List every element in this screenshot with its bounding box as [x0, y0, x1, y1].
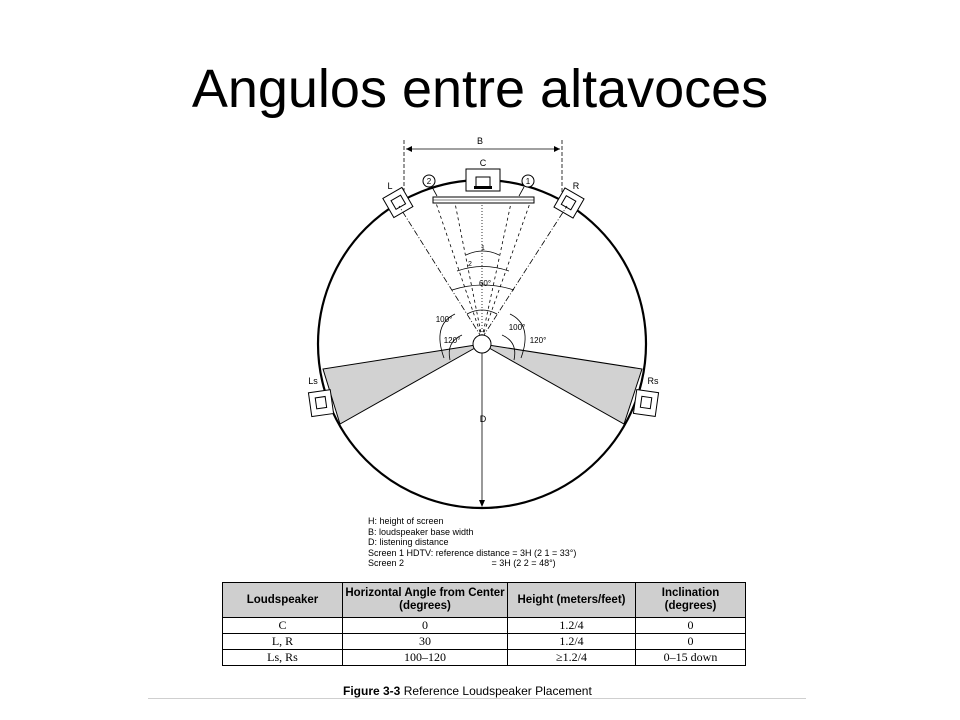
label-R: R	[572, 181, 580, 191]
table-header-row	[223, 583, 746, 618]
table-cell: 1.2/4	[508, 634, 636, 650]
label-angle-120-right: 120°	[529, 336, 547, 345]
label-Rs: Rs	[647, 376, 659, 386]
table-cell: 0	[636, 634, 746, 650]
figure-number: Figure 3-3	[343, 684, 401, 698]
table-cell: C	[223, 618, 343, 634]
table-cell: 30	[343, 634, 508, 650]
column-header: Loudspeaker	[223, 583, 343, 618]
table-cell: 1.2/4	[508, 618, 636, 634]
legend-line: Screen 2 = 3H (2 2 = 48°)	[368, 558, 556, 568]
legend-line: B: loudspeaker base width	[368, 526, 474, 537]
table-row	[223, 634, 746, 650]
loudspeaker-spec-table	[222, 582, 746, 666]
label-Ls: Ls	[308, 376, 318, 386]
table-row	[223, 650, 746, 666]
speaker-Rs	[633, 390, 658, 417]
column-header: Height (meters/feet)	[508, 583, 636, 618]
table-cell: 100–120	[343, 650, 508, 666]
table-cell: ≥1.2/4	[508, 650, 636, 666]
column-header: Horizontal Angle from Center (degrees)	[343, 583, 508, 618]
legend-line: D: listening distance	[368, 537, 449, 547]
label-angle-120-left: 120°	[443, 336, 461, 345]
legend-line: Screen 1 HDTV: reference distance = 3H (2 1 = 33°)	[368, 547, 577, 558]
figure-caption-text: Reference Loudspeaker Placement	[400, 684, 592, 698]
label-L: L	[387, 181, 393, 191]
svg-text:2: 2	[426, 177, 432, 186]
legend-line: H: height of screen	[368, 516, 444, 526]
table-cell: 0	[636, 618, 746, 634]
speaker-L	[383, 187, 413, 217]
table-row	[223, 618, 746, 634]
label-angle-60: 60°	[478, 279, 492, 288]
table-cell: 0–15 down	[636, 650, 746, 666]
table-cell: 0	[343, 618, 508, 634]
listener-position	[473, 335, 491, 353]
diagram-legend	[368, 516, 576, 569]
footer-divider	[148, 698, 806, 699]
slide-title: Angulos entre altavoces	[191, 59, 769, 119]
left-surround-sector	[323, 344, 482, 424]
label-angle-1: 1	[481, 245, 485, 252]
label-angle-2: 2	[468, 261, 472, 268]
label-angle-100-left: 100°	[435, 315, 453, 324]
label-D: D	[479, 414, 487, 424]
label-C: C	[479, 158, 487, 168]
right-surround-sector	[479, 344, 642, 424]
speaker-Ls	[308, 390, 333, 417]
label-angle-100-right: 100°	[508, 323, 526, 332]
label-B: B	[476, 136, 484, 146]
speaker-R	[554, 188, 584, 218]
table-cell: Ls, Rs	[223, 650, 343, 666]
column-header: Inclination (degrees)	[636, 583, 746, 618]
table-cell: L, R	[223, 634, 343, 650]
svg-text:1: 1	[525, 177, 531, 186]
figure-caption	[343, 684, 592, 698]
